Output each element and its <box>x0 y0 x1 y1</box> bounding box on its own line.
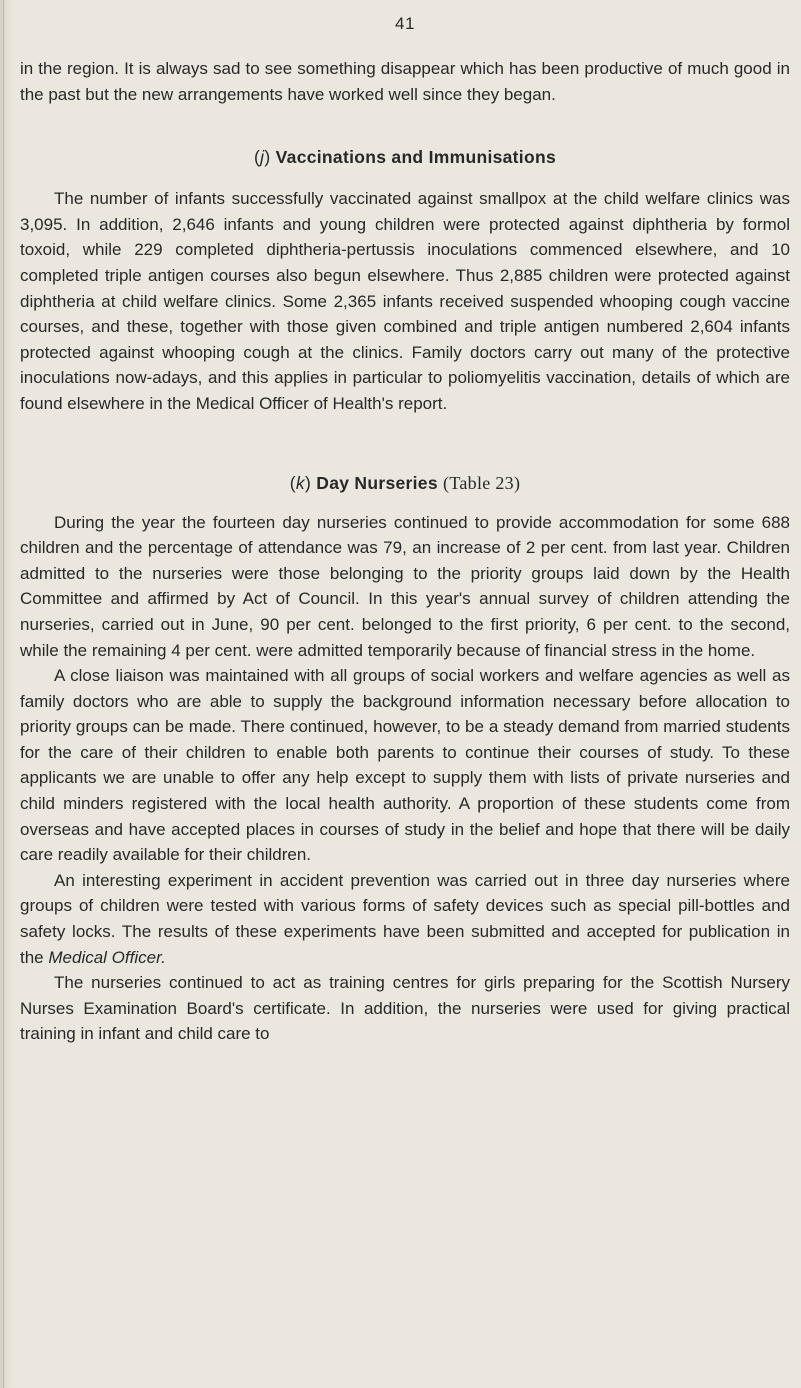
nurseries-paragraph-4: The nurseries continued to act as training centres for girls preparing for the Scottish Nursery Nurses Examination Board's certificate. In addition, the nurseries were used for giving practical training in infant and child care to <box>20 973 790 1044</box>
section-letter: k <box>295 472 305 493</box>
section-heading-day-nurseries: (k) Day Nurseries (Table 23) <box>289 472 521 493</box>
intro-paragraph: in the region. It is always sad to see something disappear which has been productive of much good in the past but the new arrangements have worked well since they began. <box>20 59 790 104</box>
page-number: 41 <box>395 14 415 33</box>
nurseries-paragraph-2: A close liaison was maintained with all groups of social workers and welfare agencies as well as family doctors who are able to supply the background information necessary before allocation to priority groups can be made. There continued, however, to be a steady demand from married students for the care of their children to enable both parents to continue their courses of study. To these applicants we are unable to offer any help except to supply them with lists of private nurseries and child minders registered with the local health authority. A proportion of these students come from overseas and have accepted places in courses of study in the belief and hope that there will be daily care readily available for their children. <box>20 666 790 865</box>
section-title: Day Nurseries <box>316 472 438 493</box>
experiment-text: An interesting experiment in accident prevention was carried out in three day nurseries where groups of children were tested with various forms of safety devices such as special pill-bottles and safety locks. The results of these experiments have been submitted and accepted for publication in the <box>20 870 790 967</box>
page-gutter-shadow <box>0 0 12 1388</box>
nurseries-paragraph-1: During the year the fourteen day nurseries continued to provide accommodation for some 688 children and the percentage of attendance was 79, an increase of 2 per cent. from last year. Children admitted to the nurseries were those belonging to the priority groups laid down by the Health Committee and affirmed by Act of Council. In this year's annual survey of children attending the nurseries, carried out in June, 90 per cent. belonged to the first priority, 6 per cent. to the second, while the remaining 4 per cent. were admitted temporarily because of financial stress in the home. <box>20 512 790 660</box>
document-page <box>20 14 790 1047</box>
section-heading-vaccinations: (j) Vaccinations and Immunisations <box>254 147 556 168</box>
section-letter: j <box>260 147 265 168</box>
nurseries-paragraph-3 <box>20 868 790 970</box>
binding-edge <box>3 0 4 1388</box>
vaccinations-paragraph: The number of infants successfully vaccinated against smallpox at the child welfare clinics was 3,095. In addition, 2,646 infants and young children were protected against diphtheria by formol toxoid, while 229 completed diphtheria-pertussis inoculations commenced elsewhere, and 10 completed triple antigen courses also begun elsewhere. Thus 2,885 children were protected against diphtheria at child welfare clinics. Some 2,365 infants received suspended whooping cough vaccine courses, and these, together with those given combined and triple antigen numbered 2,604 infants protected against whooping cough at the clinics. Family doctors carry out many of the protective inoculations now-adays, and this applies in particular to poliomyelitis vaccination, details of which are found elsewhere in the Medical Officer of Health's report. <box>20 189 790 413</box>
table-reference: (Table 23) <box>443 472 521 493</box>
journal-title: Medical Officer. <box>48 947 166 967</box>
section-title: Vaccinations and Immunisations <box>275 147 556 168</box>
